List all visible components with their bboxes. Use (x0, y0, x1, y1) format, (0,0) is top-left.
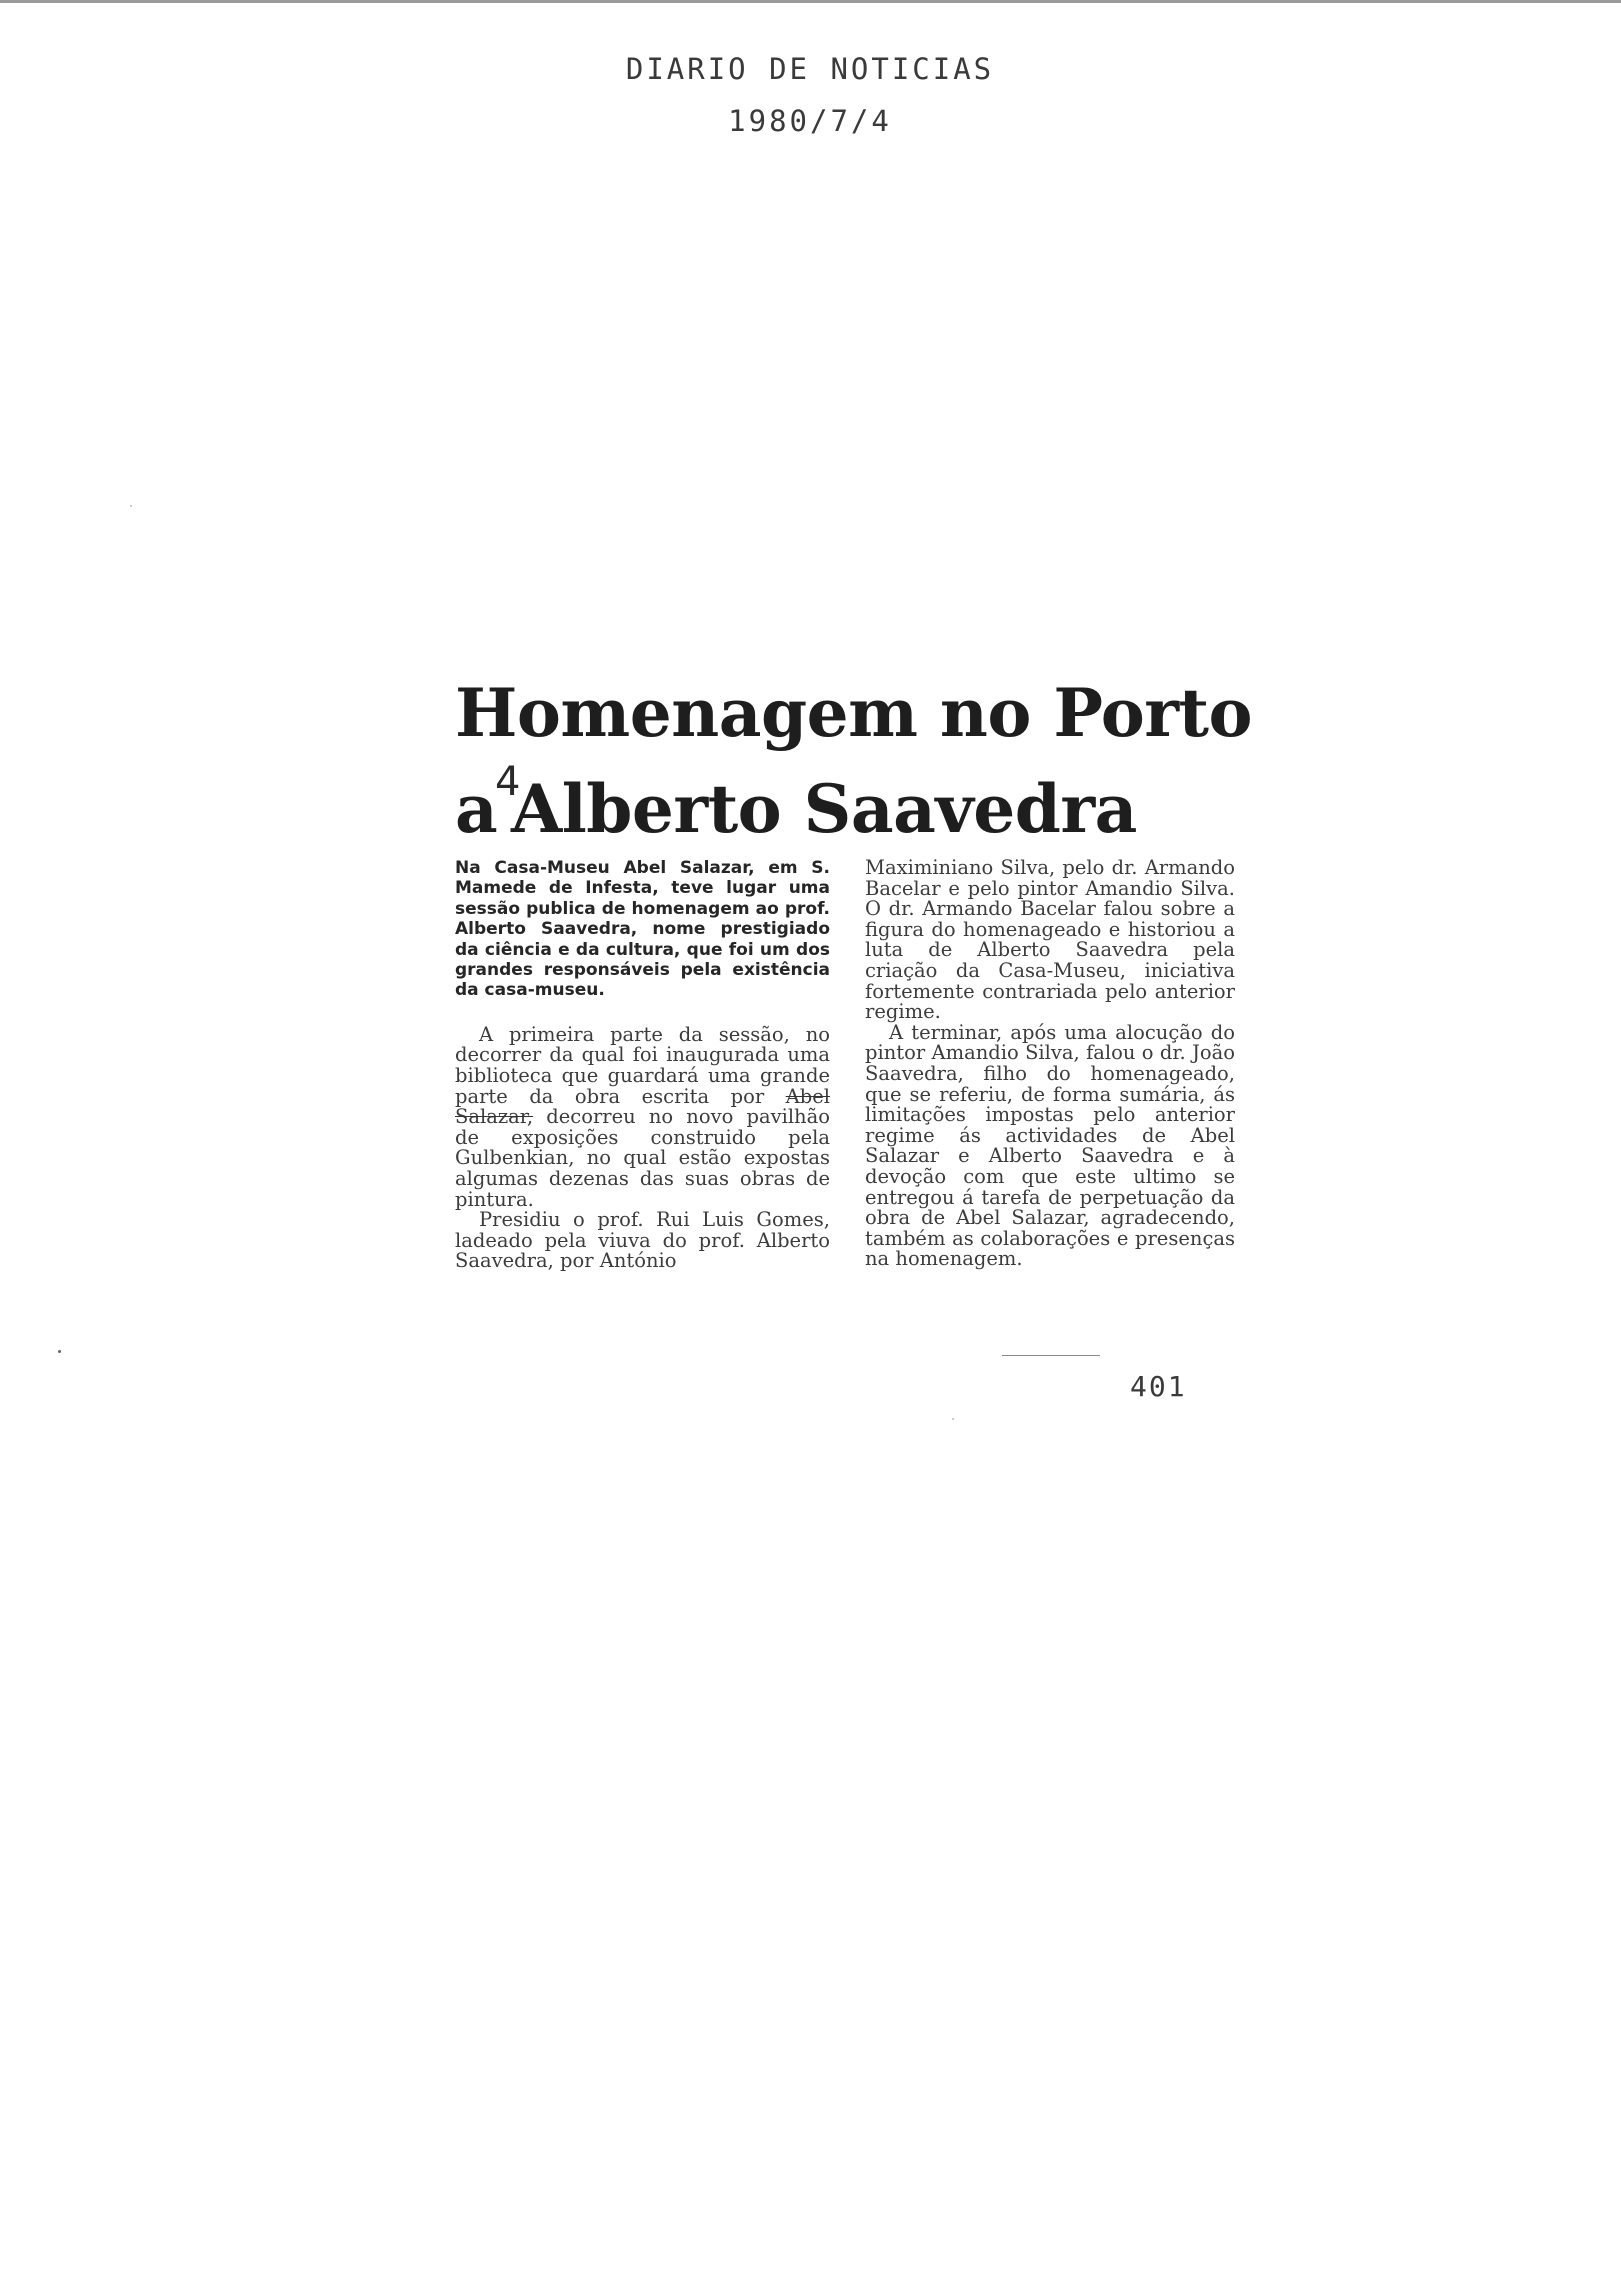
paragraph-text: A primeira parte da sessão, no decorrer da qual foi inaugurada uma biblioteca que guardará uma grande parte da obra escrita por (455, 1022, 830, 1108)
struck-name: Abel Salazar, (455, 1084, 830, 1129)
headline-line-2 (455, 770, 1137, 848)
article-paragraph: Maximiniano Silva, pelo dr. Armando Bacelar e pelo pintor Amandio Silva. O dr. Armando Bacelar falou sobre a figura do homenageado e historiou a luta de Alberto Saavedra pela criação da Casa-Museu, iniciativa fortemente contrariada pelo anterior regime. (865, 856, 1235, 1024)
article-end-rule (1002, 1355, 1100, 1356)
newspaper-clipping (455, 670, 1253, 1370)
headline-line-1: Homenagem no Porto (455, 674, 1253, 752)
page-number: 401 (1130, 1370, 1187, 1403)
article-column-right (865, 858, 1235, 1270)
headline-word-a: a (455, 770, 498, 848)
article-lead: Na Casa-Museu Abel Salazar, em S. Mamede de Infesta, teve lugar uma sessão publica de homenagem ao prof. Alberto Saavedra, nome prestigiado da ciência e da cultura, que foi um dos grandes responsáveis pela existência da casa-museu. (455, 858, 830, 1001)
date-stamp: 1980/7/4 (728, 104, 892, 138)
scan-speck (952, 1418, 954, 1420)
scan-top-border (0, 0, 1621, 3)
article-paragraph: A terminar, após uma alocução do pintor Amandio Silva, falou o dr. João Saavedra, filho do homenageado, que se referiu, de forma sumária, ás limitações impostas pelo anterior regime ás actividades de Abel Salazar e Alberto Saavedra e à devoção com que este ultimo se entregou á tarefa de perpetuação da obra de Abel Salazar, agradecendo, também as colaborações e presenças na homenagem. (865, 1020, 1235, 1271)
source-stamp: DIARIO DE NOTICIAS (625, 52, 995, 86)
headline-name: Alberto Saavedra (511, 770, 1137, 848)
article-paragraph (455, 1022, 830, 1211)
scan-dot (58, 1350, 61, 1353)
article-paragraph: Presidiu o prof. Rui Luis Gomes, ladeado pela viuva do prof. Alberto Saavedra, por António (455, 1208, 830, 1273)
scan-speck (130, 505, 132, 507)
paragraph-text: decorreu no novo pavilhão de exposições construido pela Gulbenkian, no qual estão expostas algumas dezenas das suas obras de pintura. (455, 1105, 830, 1211)
article-column-left (455, 858, 830, 1272)
handwritten-annotation: 4 (495, 759, 520, 805)
